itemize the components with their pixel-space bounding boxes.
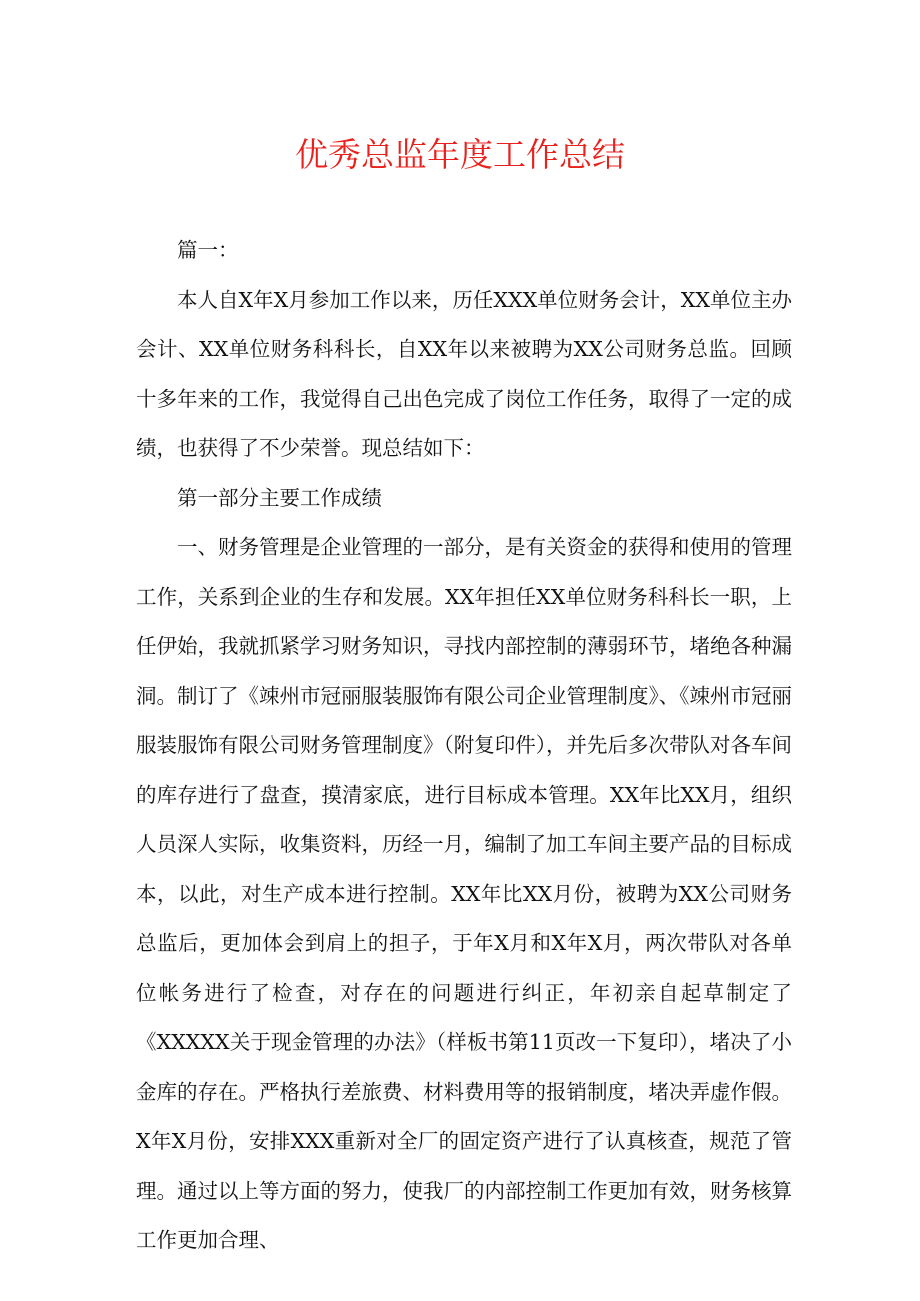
document-title: 优秀总监年度工作总结	[295, 135, 625, 174]
section-heading-main-achievements: 第一部分主要工作成绩	[177, 485, 382, 510]
intro-paragraph: 本人自X年X月参加工作以来，历任XXX单位财务会计，XX单位主办会计、XX单位财务科科长，自XX年以来被聘为XX公司财务总监。回顾十多年来的工作，我觉得自己出色完成了岗位工作任务，取得了一定的成绩，也获得了不少荣誉。现总结如下：	[136, 287, 792, 460]
financial-management-paragraph: 一、财务管理是企业管理的一部分，是有关资金的获得和使用的管理工作，关系到企业的生存和发展。XX年担任XX单位财务科科长一职，上任伊始，我就抓紧学习财务知识，寻找内部控制的薄弱环节，堵绝各种漏洞。制订了《竦州市冠丽服装服饰有限公司企业管理制度》、《竦州市冠丽服装服饰有限公司财务管理制度》（附复印件），并先后多次带队对各车间的库存进行了盘查，摸清家底，进行目标成本管理。XX年比XX月，组织人员深人实际，收集资料，历经一月，编制了加工车间主要产品的目标成本，以此，对生产成本进行控制。XX年比XX月份，被聘为XX公司财务总监后，更加体会到肩上的担子，于年X月和X年X月，两次带队对各单位帐务进行了检查，对存在的问题进行纠正，年初亲自起草制定了《XXXXX关于现金管理的办法》（样板书第11页改一下复印），堵决了小金库的存在。严格执行差旅费、材料费用等的报销制度，堵决弄虚作假。X年X月份，安排XXX重新对全厂的固定资产进行了认真核查，规范了管理。通过以上等方面的努力，使我厂的内部控制工作更加有效，财务核算工作更加合理、	[136, 535, 792, 1252]
document-body	[136, 226, 792, 1266]
section-heading-part-one: 篇一：	[177, 238, 239, 262]
